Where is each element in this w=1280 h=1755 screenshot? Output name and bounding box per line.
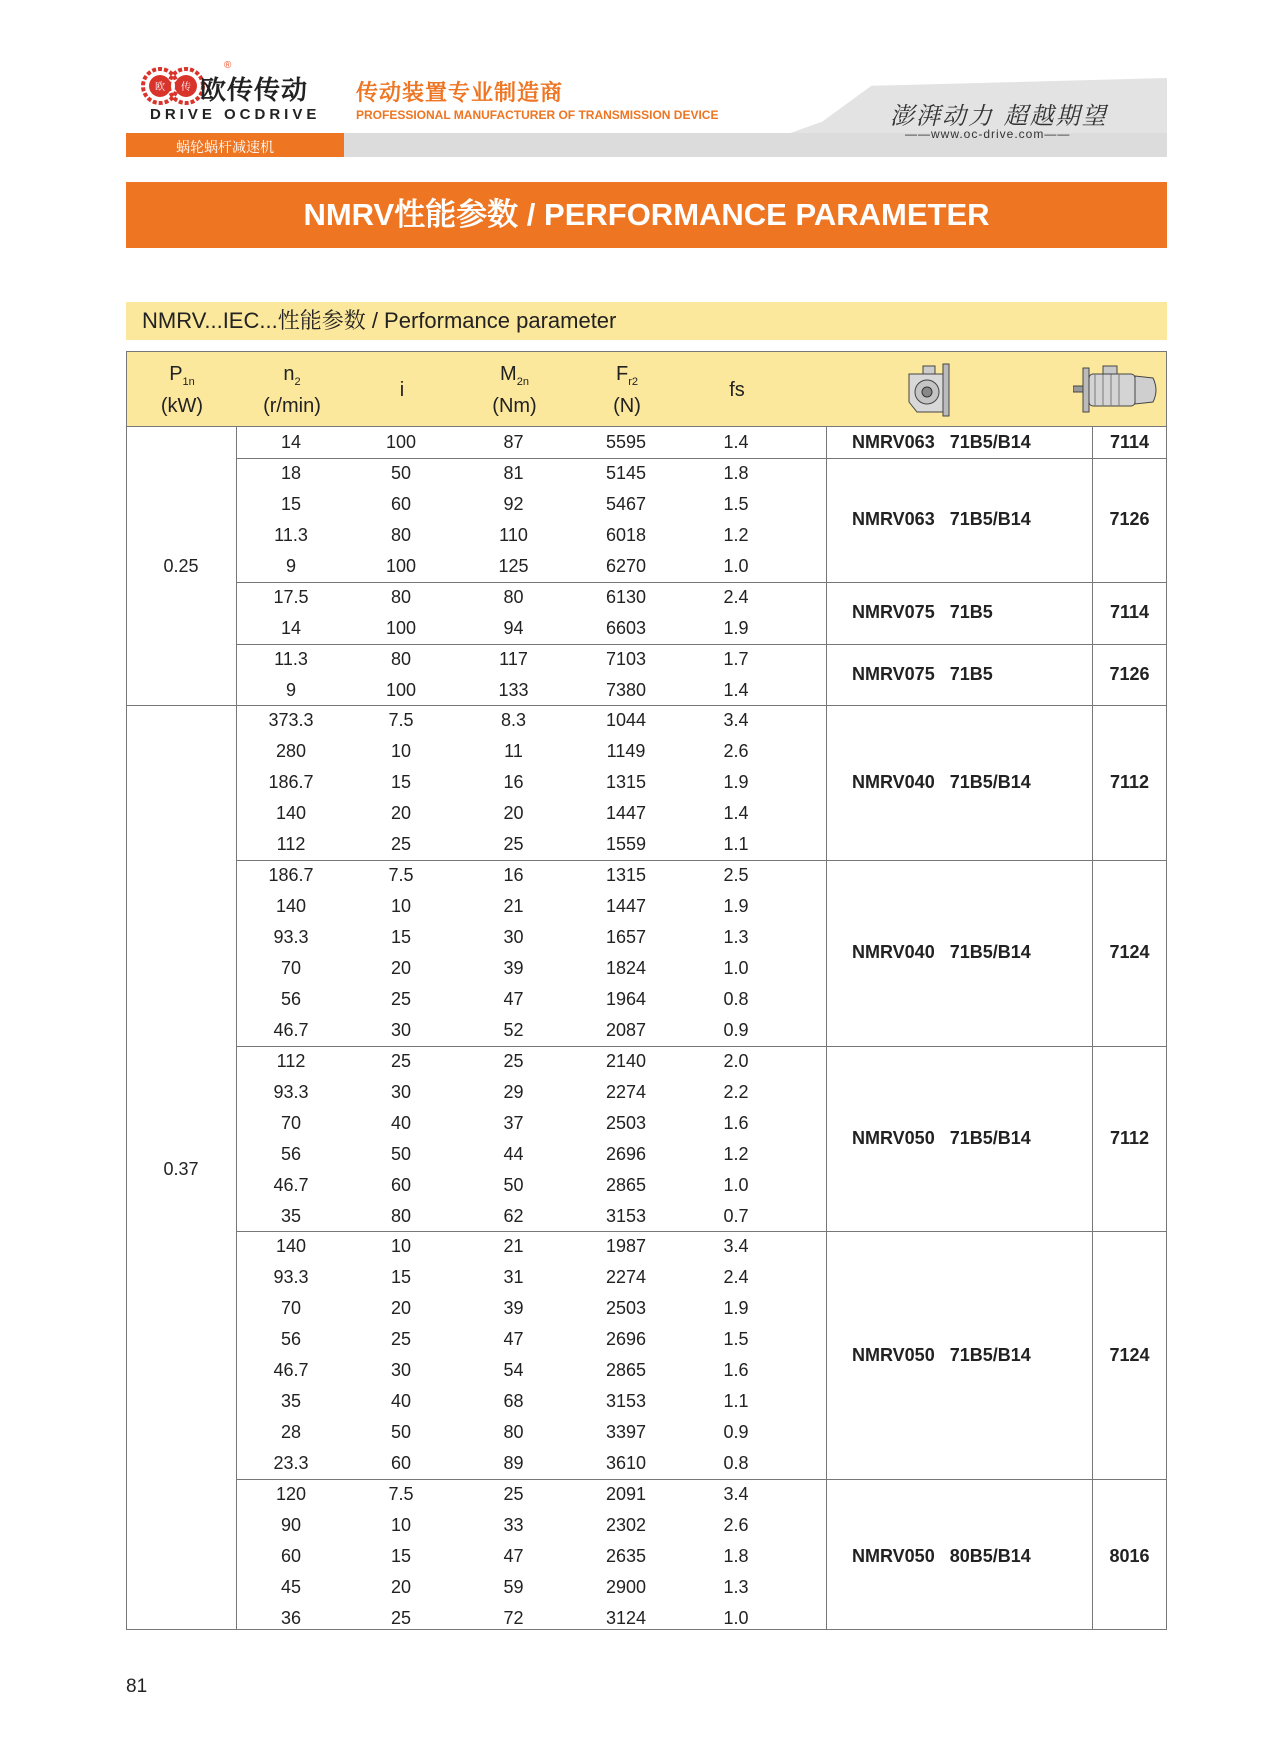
table-row (236, 1324, 817, 1355)
svg-text:传: 传 (181, 82, 191, 93)
cell-ratio: 50 (390, 1143, 412, 1164)
cell-fs: 1.4 (723, 432, 749, 452)
worm-gearbox-icon (903, 362, 961, 418)
cell-m2n: 39 (503, 1298, 524, 1319)
cell-fr2: 6603 (605, 617, 647, 638)
cell-n2: 186.7 (268, 772, 314, 793)
cell-fr2: 1447 (605, 803, 647, 824)
cell-m2n: 68 (503, 1391, 524, 1412)
cell-n2: 15 (280, 493, 302, 514)
motor-code: 7124 (1109, 942, 1150, 963)
cell-n2: 70 (280, 957, 302, 978)
cell-m2n: 92 (503, 493, 524, 514)
cell-fs: 2.2 (723, 1081, 749, 1102)
cell-n2: 60 (280, 1545, 302, 1566)
table-row (236, 1046, 817, 1077)
cell-fr2: 1964 (605, 988, 647, 1009)
cell-m2n: 59 (503, 1576, 524, 1597)
cell-ratio: 15 (390, 772, 412, 793)
cell-ratio: 25 (390, 1329, 412, 1350)
cell-m2n: 8.3 (500, 710, 527, 731)
cell-fs: 2.6 (723, 1514, 749, 1535)
cell-m2n: 89 (503, 1453, 524, 1474)
cell-m2n: 44 (503, 1143, 524, 1164)
cell-m2n: 16 (503, 865, 524, 886)
cell-n2: 93.3 (273, 1081, 309, 1102)
model-designation: NMRV075 71B5 (852, 602, 993, 623)
cell-fr2: 5467 (605, 493, 647, 514)
cell-fr2: 1315 (605, 865, 647, 886)
cell-ratio: 25 (390, 988, 412, 1009)
cell-fs: 1.4 (723, 679, 749, 700)
model-designation: NMRV050 71B5/B14 (852, 1128, 1031, 1149)
cell-ratio: 100 (385, 555, 417, 576)
cell-n2: 93.3 (273, 1267, 309, 1288)
cell-ratio: 50 (390, 1422, 412, 1443)
cell-fr2: 2091 (605, 1483, 647, 1504)
cell-fs: 1.8 (723, 1545, 749, 1566)
cell-ratio: 80 (390, 586, 412, 607)
cell-n2: 112 (276, 834, 306, 855)
cell-n2: 46.7 (273, 1019, 309, 1040)
cell-m2n: 11 (504, 741, 523, 762)
cell-fs: 0.9 (723, 1422, 749, 1443)
cell-ratio: 80 (390, 524, 412, 545)
cell-m2n: 25 (503, 1050, 524, 1071)
cell-m2n: 72 (503, 1607, 524, 1628)
cell-n2: 14 (280, 617, 302, 638)
cell-fs: 1.0 (723, 957, 749, 978)
cell-ratio: 40 (390, 1391, 412, 1412)
cell-ratio: 15 (390, 927, 412, 948)
table-row (236, 1015, 817, 1046)
cell-n2: 186.7 (268, 865, 314, 886)
model-designation: NMRV050 80B5/B14 (852, 1545, 1031, 1566)
cell-fs: 1.5 (723, 493, 749, 514)
cell-fr2: 1559 (605, 834, 647, 855)
cell-n2: 70 (280, 1298, 302, 1319)
table-row (236, 1077, 817, 1108)
cell-m2n: 50 (503, 1174, 524, 1195)
cell-m2n: 117 (499, 648, 528, 669)
section-title-bar (126, 302, 1167, 340)
cell-ratio: 10 (390, 896, 412, 917)
cell-m2n: 87 (503, 432, 524, 452)
cell-fs: 1.3 (723, 1576, 749, 1597)
cell-fr2: 3153 (605, 1205, 647, 1226)
table-row (236, 1603, 817, 1634)
cell-m2n: 21 (503, 896, 524, 917)
cell-n2: 45 (280, 1576, 302, 1597)
cell-fs: 1.9 (723, 1298, 749, 1319)
cell-ratio: 25 (390, 834, 412, 855)
cell-fs: 2.5 (723, 865, 749, 886)
cell-fr2: 1657 (605, 927, 647, 948)
electric-motor-icon (1073, 364, 1161, 416)
cell-fs: 3.4 (723, 1483, 749, 1504)
table-row (236, 829, 817, 860)
cell-m2n: 62 (503, 1205, 524, 1226)
cell-ratio: 30 (390, 1360, 412, 1381)
cell-n2: 70 (280, 1112, 302, 1133)
cell-m2n: 125 (498, 555, 529, 576)
cell-fr2: 2865 (605, 1174, 647, 1195)
header-fs: fs (729, 379, 745, 401)
cell-fs: 1.3 (723, 927, 749, 948)
performance-table (126, 351, 1167, 1630)
table-row (236, 582, 817, 613)
cell-fs: 1.9 (723, 617, 749, 638)
cell-n2: 280 (275, 741, 307, 762)
cell-ratio: 15 (390, 1545, 412, 1566)
cell-n2: 46.7 (273, 1174, 309, 1195)
cell-fr2: 1824 (605, 957, 647, 978)
table-row (236, 798, 817, 829)
cell-n2: 35 (280, 1205, 302, 1226)
cell-fs: 0.8 (723, 988, 749, 1009)
cell-fr2: 3397 (605, 1422, 647, 1443)
header-ratio: i (399, 379, 405, 401)
cell-n2: 36 (280, 1607, 302, 1628)
cell-fs: 1.0 (723, 1174, 749, 1195)
cell-fs: 2.4 (723, 586, 749, 607)
cell-fs: 1.4 (723, 803, 749, 824)
cell-fr2: 6130 (605, 586, 647, 607)
cell-ratio: 7.5 (388, 710, 414, 731)
cell-n2: 140 (275, 1236, 307, 1257)
cell-ratio: 60 (390, 1453, 412, 1474)
table-row (236, 644, 817, 675)
logo-chinese-name: 欧传传动 (200, 75, 309, 105)
page-title-banner: NMRV性能参数 / PERFORMANCE PARAMETER (126, 182, 1167, 248)
header-p1n: $P_{1n}$ (kW) (160, 363, 204, 417)
cell-n2: 14 (280, 432, 302, 452)
cell-fs: 0.9 (723, 1019, 749, 1040)
model-designation: NMRV063 71B5/B14 (852, 431, 1031, 452)
table-row (236, 675, 817, 706)
cell-ratio: 80 (390, 1205, 412, 1226)
cell-fs: 1.8 (723, 462, 749, 483)
cell-n2: 28 (280, 1422, 302, 1443)
cell-fr2: 6018 (605, 524, 647, 545)
table-row (236, 551, 817, 582)
cell-fs: 2.4 (723, 1267, 749, 1288)
page-number: 81 (126, 1676, 148, 1697)
website-url: ——www.oc-drive.com—— (905, 127, 1071, 141)
slogan: 澎湃动力 超越期望 (890, 102, 1108, 130)
cell-fs: 3.4 (723, 710, 749, 731)
cell-ratio: 100 (385, 679, 417, 700)
power-value: 0.25 (163, 555, 199, 576)
cell-fr2: 1315 (605, 772, 647, 793)
table-row (236, 1108, 817, 1139)
cell-fr2: 3153 (605, 1391, 647, 1412)
cell-m2n: 39 (503, 957, 524, 978)
model-designation: NMRV040 71B5/B14 (852, 772, 1031, 793)
cell-m2n: 21 (503, 1236, 524, 1257)
cell-ratio: 10 (390, 741, 412, 762)
cell-ratio: 20 (390, 957, 412, 978)
cell-ratio: 20 (390, 1576, 412, 1597)
cell-m2n: 80 (503, 586, 524, 607)
cell-fs: 1.5 (723, 1329, 749, 1350)
cell-ratio: 50 (390, 462, 412, 483)
cell-fr2: 1149 (606, 741, 646, 762)
cell-n2: 112 (276, 1050, 306, 1071)
cell-fr2: 2865 (605, 1360, 647, 1381)
cell-m2n: 20 (503, 803, 524, 824)
table-row (236, 1170, 817, 1201)
cell-m2n: 47 (503, 1329, 524, 1350)
table-row (236, 1139, 817, 1170)
model-designation: NMRV075 71B5 (852, 664, 993, 685)
cell-fr2: 2503 (605, 1298, 647, 1319)
table-row (236, 1510, 817, 1541)
cell-n2: 140 (275, 896, 307, 917)
cell-m2n: 94 (503, 617, 524, 638)
table-row (236, 1541, 817, 1572)
cell-m2n: 110 (499, 524, 528, 545)
cell-fr2: 1987 (605, 1236, 647, 1257)
cell-fr2: 2087 (605, 1019, 647, 1040)
table-row (236, 458, 817, 489)
table-row (236, 767, 817, 798)
table-row (236, 953, 817, 984)
table-row (236, 860, 817, 891)
motor-code: 7124 (1109, 1344, 1150, 1365)
cell-ratio: 30 (390, 1019, 412, 1040)
motor-code: 7112 (1109, 1128, 1150, 1149)
section-title: NMRV...IEC...性能参数 / Performance parameter (142, 308, 617, 333)
table-row (236, 736, 817, 767)
cell-fr2: 2503 (605, 1112, 647, 1133)
cell-n2: 140 (275, 803, 307, 824)
cell-m2n: 52 (503, 1019, 524, 1040)
cell-m2n: 47 (503, 1545, 524, 1566)
cell-fr2: 2274 (605, 1081, 647, 1102)
cell-fs: 2.0 (723, 1050, 749, 1071)
cell-n2: 11.3 (274, 648, 308, 669)
cell-fs: 1.2 (723, 1143, 749, 1164)
cell-fr2: 2635 (605, 1545, 647, 1566)
logo-english-name: DRIVE OCDRIVE (150, 106, 321, 123)
motor-code: 7112 (1109, 772, 1150, 793)
table-header (126, 351, 1167, 427)
motor-code: 7114 (1109, 431, 1150, 452)
cell-ratio: 25 (390, 1050, 412, 1071)
cell-fr2: 6270 (605, 555, 647, 576)
motor-code: 7126 (1109, 664, 1150, 685)
cell-fs: 1.1 (723, 1391, 749, 1412)
table-row (236, 427, 817, 458)
cell-fr2: 1044 (605, 710, 647, 731)
table-row (236, 1572, 817, 1603)
table-row (236, 1479, 817, 1510)
motor-code: 7126 (1109, 509, 1150, 530)
cell-ratio: 60 (390, 1174, 412, 1195)
cell-n2: 46.7 (273, 1360, 309, 1381)
cell-fs: 1.6 (723, 1112, 749, 1133)
cell-ratio: 30 (390, 1081, 412, 1102)
cell-fs: 3.4 (723, 1236, 749, 1257)
cell-m2n: 29 (503, 1081, 524, 1102)
cell-ratio: 25 (390, 1607, 412, 1628)
cell-fs: 1.9 (723, 896, 749, 917)
header-fr2: $F_{r2}$ (N) (613, 363, 641, 417)
cell-n2: 56 (280, 1329, 302, 1350)
cell-fr2: 2900 (605, 1576, 647, 1597)
cell-fs: 1.2 (723, 524, 749, 545)
tagline-english: PROFESSIONAL MANUFACTURER OF TRANSMISSION DEVICE (356, 108, 719, 122)
cell-m2n: 54 (503, 1360, 524, 1381)
cell-ratio: 10 (390, 1514, 412, 1535)
cell-ratio: 40 (390, 1112, 412, 1133)
cell-fr2: 2696 (605, 1143, 647, 1164)
table-row (236, 984, 817, 1015)
table-row (236, 922, 817, 953)
cell-n2: 90 (280, 1514, 302, 1535)
cell-n2: 120 (275, 1483, 307, 1504)
header-n2: $n_2$ (r/min) (263, 363, 321, 417)
model-designation: NMRV050 71B5/B14 (852, 1344, 1031, 1365)
table-row (236, 1262, 817, 1293)
cell-fr2: 7380 (605, 679, 647, 700)
cell-fr2: 3610 (605, 1453, 647, 1474)
cell-fs: 1.1 (723, 834, 749, 855)
cell-fs: 1.6 (723, 1360, 749, 1381)
motor-code: 7114 (1109, 602, 1150, 623)
table-row (236, 613, 817, 644)
table-row (236, 520, 817, 551)
cell-fs: 1.7 (723, 648, 749, 669)
cell-fr2: 5145 (605, 462, 647, 483)
cell-m2n: 37 (503, 1112, 524, 1133)
cell-n2: 18 (280, 462, 302, 483)
cell-m2n: 33 (503, 1514, 524, 1535)
cell-m2n: 81 (503, 462, 524, 483)
cell-fs: 0.7 (723, 1205, 749, 1226)
cell-n2: 35 (280, 1391, 302, 1412)
table-row (236, 1448, 817, 1479)
cell-n2: 23.3 (273, 1453, 309, 1474)
cell-n2: 373.3 (268, 710, 314, 731)
header-m2n: $M_{2n}$ (Nm) (492, 363, 537, 417)
cell-n2: 9 (285, 679, 296, 700)
cell-ratio: 7.5 (388, 1483, 414, 1504)
cell-fr2: 2140 (605, 1050, 647, 1071)
table-row (236, 1386, 817, 1417)
cell-m2n: 80 (503, 1422, 524, 1443)
cell-ratio: 7.5 (388, 865, 414, 886)
table-row (236, 1201, 817, 1232)
model-designation: NMRV040 71B5/B14 (852, 942, 1031, 963)
registered-mark: ® (224, 60, 232, 71)
cell-m2n: 31 (503, 1267, 524, 1288)
cell-fs: 1.0 (723, 555, 749, 576)
cell-fr2: 2696 (605, 1329, 647, 1350)
cell-fr2: 1447 (605, 896, 647, 917)
cell-n2: 9 (285, 555, 296, 576)
table-row (236, 705, 817, 736)
cell-ratio: 60 (390, 493, 412, 514)
cell-fr2: 2302 (605, 1514, 647, 1535)
svg-text:欧: 欧 (155, 82, 165, 93)
cell-fs: 0.8 (723, 1453, 749, 1474)
cell-m2n: 25 (503, 834, 524, 855)
table-row (236, 1293, 817, 1324)
cell-n2: 17.5 (273, 586, 309, 607)
category-label: 蜗轮蜗杆减速机 (176, 139, 274, 155)
cell-m2n: 30 (503, 927, 524, 948)
cell-ratio: 100 (385, 617, 417, 638)
cell-m2n: 47 (503, 988, 524, 1009)
cell-ratio: 20 (390, 1298, 412, 1319)
cell-m2n: 16 (503, 772, 524, 793)
cell-m2n: 25 (503, 1483, 524, 1504)
table-row (236, 489, 817, 520)
cell-n2: 56 (280, 1143, 302, 1164)
cell-ratio: 80 (390, 648, 412, 669)
cell-fs: 2.6 (723, 741, 749, 762)
cell-fr2: 2274 (605, 1267, 647, 1288)
table-row (236, 1231, 817, 1262)
table-row (236, 891, 817, 922)
cell-ratio: 20 (390, 803, 412, 824)
cell-n2: 11.3 (274, 524, 308, 545)
cell-n2: 93.3 (273, 927, 309, 948)
cell-fr2: 3124 (605, 1607, 647, 1628)
motor-code: 8016 (1109, 1545, 1150, 1566)
model-designation: NMRV063 71B5/B14 (852, 509, 1031, 530)
cell-n2: 56 (280, 988, 302, 1009)
company-logo-icon (140, 66, 206, 106)
cell-m2n: 133 (498, 679, 529, 700)
table-row (236, 1417, 817, 1448)
cell-ratio: 10 (390, 1236, 412, 1257)
tagline-chinese: 传动装置专业制造商 (356, 80, 564, 105)
cell-ratio: 15 (390, 1267, 412, 1288)
cell-ratio: 100 (385, 432, 417, 452)
cell-fs: 1.0 (723, 1607, 749, 1628)
table-row (236, 1355, 817, 1386)
power-value: 0.37 (163, 1159, 199, 1180)
cell-fr2: 5595 (605, 432, 647, 452)
cell-fs: 1.9 (723, 772, 749, 793)
cell-fr2: 7103 (605, 648, 647, 669)
